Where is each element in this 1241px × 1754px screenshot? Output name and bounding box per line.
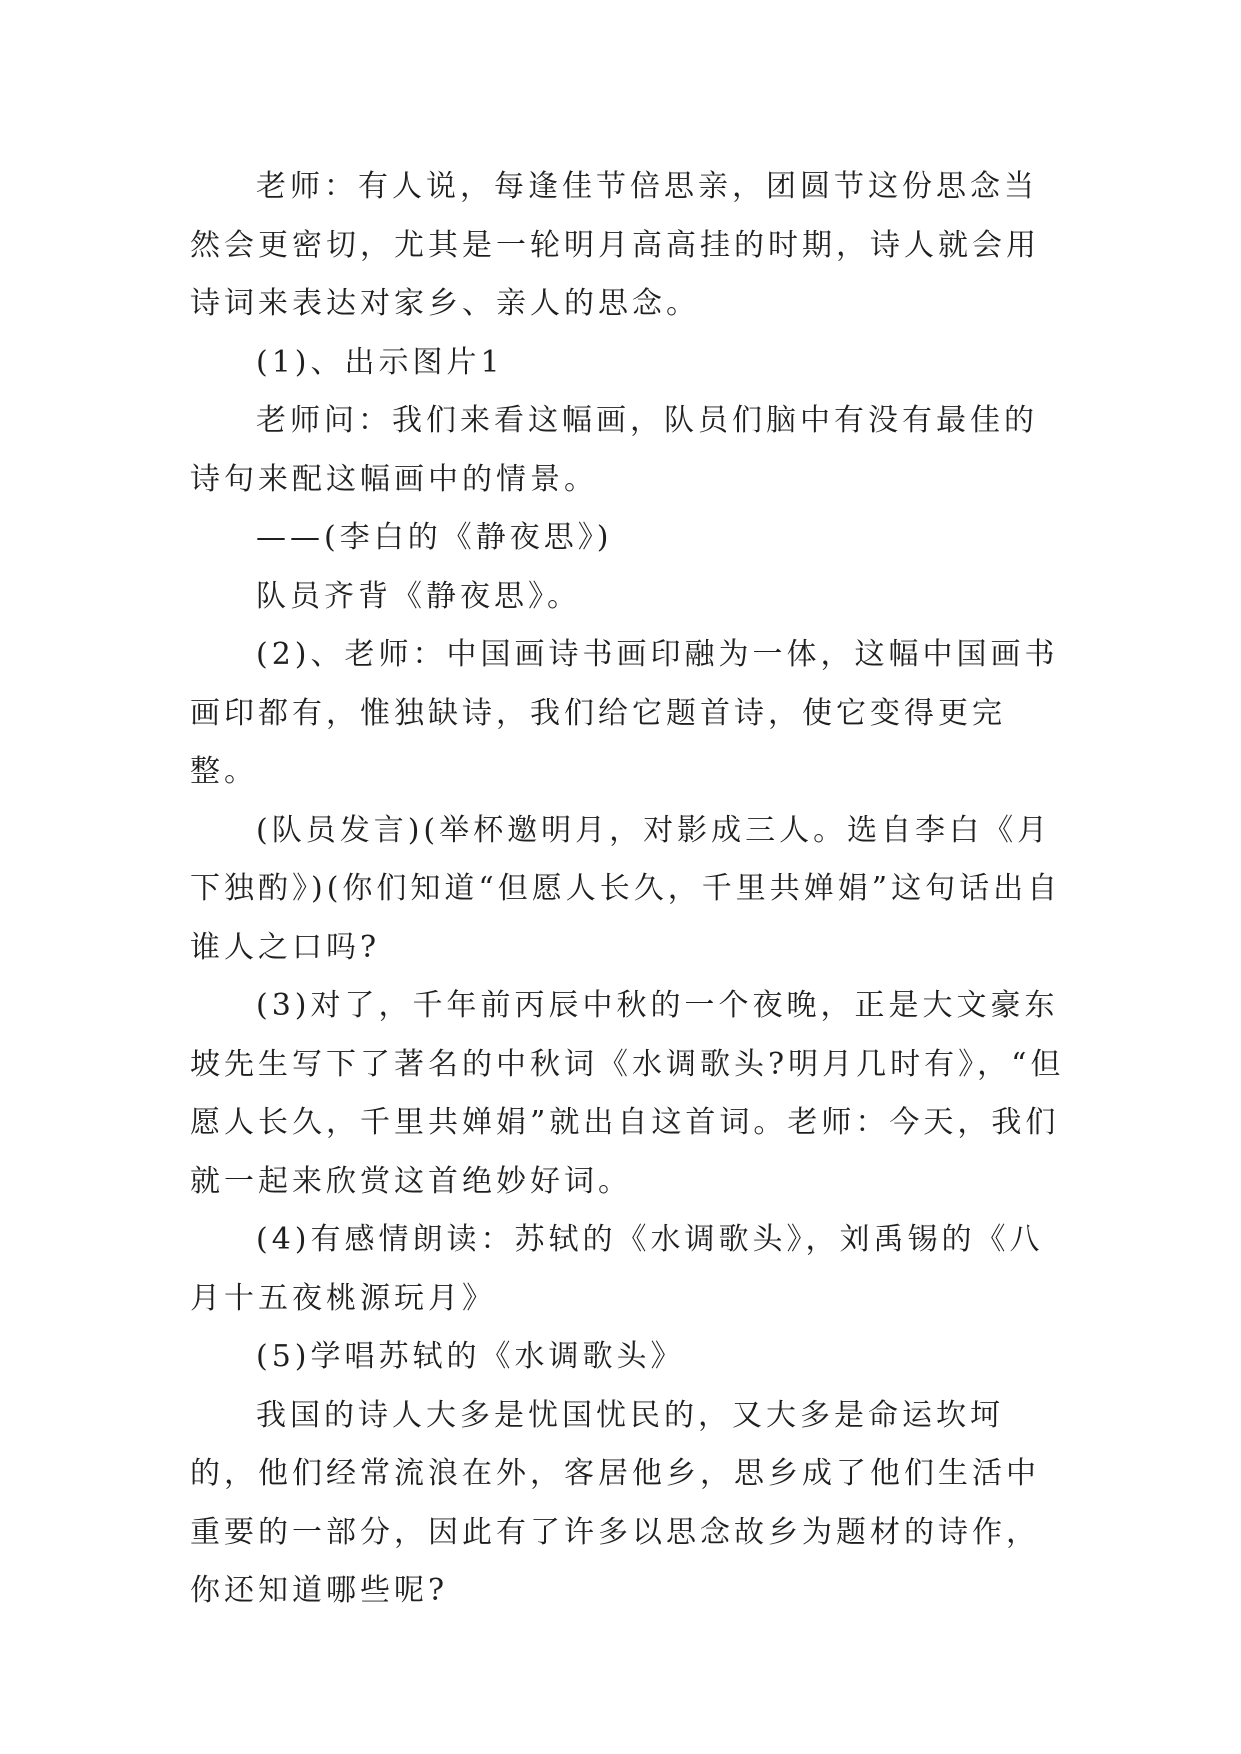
- document-body: [190, 158, 1070, 1621]
- paragraph-answer-jingyesi: ——(李白的《静夜思》): [256, 520, 613, 555]
- paragraph-step-1: (1)、出示图片1: [256, 344, 504, 380]
- paragraph-step-3: (3)对了，千年前丙辰中秋的一个夜晚，正是大文豪东坡先生写下了著名的中秋词《水调歌头?明月几时有》，“但愿人长久，千里共婵娟”就出自这首词。老师：今天，我们就一起来欣赏这首绝妙好词。: [190, 988, 1065, 1199]
- paragraph-teacher-question: 老师问：我们来看这幅画，队员们脑中有没有最佳的诗句来配这幅画中的情景。: [190, 403, 1038, 497]
- paragraph-recite: 队员齐背《静夜思》。: [256, 578, 581, 614]
- paragraph-teacher-intro: 老师：有人说，每逢佳节倍思亲，团圆节这份思念当然会更密切，尤其是一轮明月高高挂的时期，诗人就会用诗词来表达对家乡、亲人的思念。: [190, 169, 1040, 321]
- paragraph-step-2: (2)、老师：中国画诗书画印融为一体，这幅中国画书画印都有，惟独缺诗，我们给它题首诗，使它变得更完整。: [190, 637, 1059, 789]
- paragraph-step-5: (5)学唱苏轼的《水调歌头》: [256, 1339, 685, 1374]
- paragraph-step-4: (4)有感情朗读：苏轼的《水调歌头》，刘禹锡的《八月十五夜桃源玩月》: [190, 1222, 1044, 1316]
- paragraph-poets-homesick: 我国的诗人大多是忧国忧民的，又大多是命运坎坷的，他们经常流浪在外，客居他乡，思乡成了他们生活中重要的一部分，因此有了许多以思念故乡为题材的诗作，你还知道哪些呢?: [190, 1397, 1040, 1608]
- paragraph-student-speech: (队员发言)(举杯邀明月，对影成三人。选自李白《月下独酌》)(你们知道“但愿人长久，千里共婵娟”这句话出自谁人之口吗?: [190, 812, 1062, 965]
